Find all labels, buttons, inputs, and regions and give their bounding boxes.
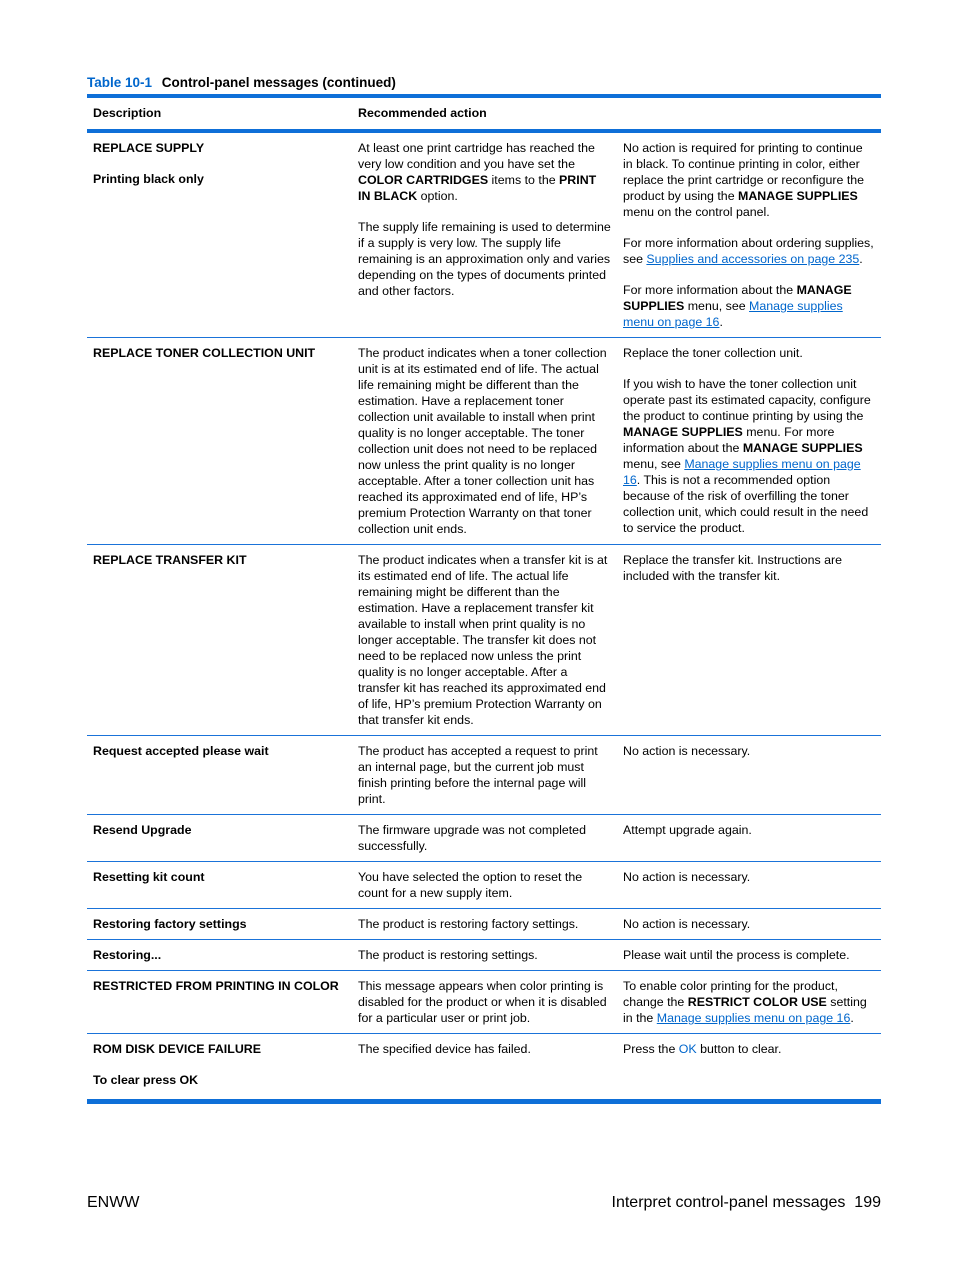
ok-button-label: OK [678, 1042, 697, 1056]
message-cell [87, 971, 352, 1034]
bottom-rule [87, 1099, 881, 1104]
action-cell [617, 909, 881, 940]
action-paragraph: No action is necessary. [623, 917, 751, 931]
description-paragraph: The product is restoring settings. [358, 948, 538, 962]
message-name: Restoring... [93, 948, 162, 962]
page-number: 199 [854, 1194, 881, 1211]
table-row [87, 815, 881, 862]
action-paragraph: For more information about ordering supplies, see Supplies and accessories on page 235. [623, 236, 874, 266]
action-paragraph: Press the OK button to clear. [623, 1042, 782, 1056]
message-name: Restoring factory settings [93, 917, 247, 931]
message-cell [87, 1034, 352, 1096]
description-paragraph: The specified device has failed. [358, 1042, 531, 1056]
action-paragraph: Please wait until the process is complete. [623, 948, 850, 962]
table-row [87, 133, 881, 338]
message-name: RESTRICTED FROM PRINTING IN COLOR [93, 979, 339, 993]
table-row [87, 971, 881, 1034]
description-cell [352, 133, 617, 338]
footer-section-title: Interpret control-panel messages [611, 1194, 846, 1211]
message-cell [87, 940, 352, 971]
message-cell [87, 815, 352, 862]
action-paragraph: Replace the transfer kit. Instructions are included with the transfer kit. [623, 553, 843, 583]
action-cell [617, 971, 881, 1034]
description-cell [352, 971, 617, 1034]
header-description: Description [93, 106, 162, 120]
message-cell [87, 909, 352, 940]
manage-supplies-link[interactable]: Manage supplies menu on page 16 [623, 299, 843, 329]
description-paragraph: The product is restoring factory settings. [358, 917, 579, 931]
action-paragraph: Attempt upgrade again. [623, 823, 752, 837]
message-subtext: To clear press OK [93, 1073, 199, 1087]
message-cell [87, 862, 352, 909]
action-cell [617, 545, 881, 736]
supplies-accessories-link[interactable]: Supplies and accessories on page 235 [646, 252, 860, 266]
description-cell [352, 862, 617, 909]
table-row [87, 736, 881, 815]
message-name: REPLACE TRANSFER KIT [93, 553, 247, 567]
message-name: ROM DISK DEVICE FAILURE [93, 1042, 261, 1056]
description-cell [352, 1034, 617, 1096]
description-paragraph: At least one print cartridge has reached the very low condition and you have set the COLOR CARTRIDGES items to the PRINT IN BLACK option. [358, 141, 597, 203]
table-title: Control-panel messages (continued) [161, 75, 396, 90]
manage-supplies-link[interactable]: Manage supplies menu on page 16 [656, 1011, 851, 1025]
action-cell [617, 940, 881, 971]
table-number: Table 10-1 [87, 75, 153, 90]
description-paragraph: You have selected the option to reset the count for a new supply item. [358, 870, 583, 900]
table-row [87, 940, 881, 971]
description-paragraph: The product indicates when a toner collection unit is at its estimated end of life. The actual life remaining might be different than the estimation. Have a replacement toner collection unit available to install when print quality is no longer acceptable. The toner collection unit does not need to be replaced now unless the print quality is no longer acceptable. After a toner collection unit has reached its approximated end of life, HP’s premium Protection Warranty on that toner collection unit ends. [358, 346, 607, 536]
description-cell [352, 736, 617, 815]
action-paragraph: If you wish to have the toner collection unit operate past its estimated capacity, configure the product to continue printing by using the MANAGE SUPPLIES menu. For more information about the MANAGE SUPPLIES menu, see Manage supplies menu on page 16. This is not a recommended option because of the risk of overfilling the toner collection unit, which could result in the need to service the product. [623, 377, 871, 535]
manage-supplies-link[interactable]: Manage supplies menu on page 16 [623, 457, 861, 487]
action-cell [617, 1034, 881, 1096]
description-paragraph: The supply life remaining is used to determine if a supply is very low. The supply life remaining is an approximation only and varies depending on the types of documents printed and other factors. [358, 220, 611, 298]
control-panel-messages-table [87, 101, 881, 1095]
action-cell [617, 736, 881, 815]
table-row [87, 862, 881, 909]
description-cell [352, 545, 617, 736]
message-name: Request accepted please wait [93, 744, 269, 758]
action-paragraph: Replace the toner collection unit. [623, 346, 803, 360]
action-cell [617, 338, 881, 545]
description-paragraph: The product indicates when a transfer kit is at its estimated end of life. The actual life remaining might be different than the estimation. Have a replacement transfer kit available to install when print quality is no longer acceptable. The transfer kit does not need to be replaced now unless the print quality is no longer acceptable. After a transfer kit has reached its approximated end of life, HP’s premium Protection Warranty on that transfer kit ends. [358, 553, 608, 727]
message-name: REPLACE SUPPLY [93, 141, 205, 155]
message-cell [87, 133, 352, 338]
footer-right [612, 1194, 882, 1212]
action-cell [617, 862, 881, 909]
table-header-row [87, 101, 881, 129]
top-rule [87, 94, 881, 98]
table-row [87, 1034, 881, 1096]
message-name: Resend Upgrade [93, 823, 192, 837]
description-cell [352, 940, 617, 971]
action-cell [617, 815, 881, 862]
action-paragraph: No action is necessary. [623, 744, 751, 758]
message-cell [87, 736, 352, 815]
footer-left: ENWW [87, 1194, 140, 1211]
message-cell [87, 338, 352, 545]
action-cell [617, 133, 881, 338]
description-cell [352, 909, 617, 940]
action-paragraph: For more information about the MANAGE SUPPLIES menu, see Manage supplies menu on page 16. [623, 283, 852, 329]
table-caption [87, 75, 396, 90]
table-row [87, 338, 881, 545]
message-name: Resetting kit count [93, 870, 205, 884]
table-row [87, 909, 881, 940]
message-cell [87, 545, 352, 736]
description-cell [352, 815, 617, 862]
action-paragraph: No action is necessary. [623, 870, 751, 884]
message-subtext: Printing black only [93, 172, 204, 186]
header-recommended-action: Recommended action [358, 106, 487, 120]
description-cell [352, 338, 617, 545]
description-paragraph: The product has accepted a request to print an internal page, but the current job must finish printing before the internal page will print. [358, 744, 598, 806]
message-name: REPLACE TONER COLLECTION UNIT [93, 346, 316, 360]
table-row [87, 545, 881, 736]
action-paragraph: To enable color printing for the product, change the RESTRICT COLOR USE setting in the Manage supplies menu on page 16. [623, 979, 867, 1025]
action-paragraph: No action is required for printing to continue in black. To continue printing in color, either replace the print cartridge or reconfigure the product by using the MANAGE SUPPLIES menu on the control panel. [623, 141, 865, 219]
description-paragraph: This message appears when color printing is disabled for the product or when it is disabled for a particular user or print job. [358, 979, 607, 1025]
description-paragraph: The firmware upgrade was not completed successfully. [358, 823, 586, 853]
